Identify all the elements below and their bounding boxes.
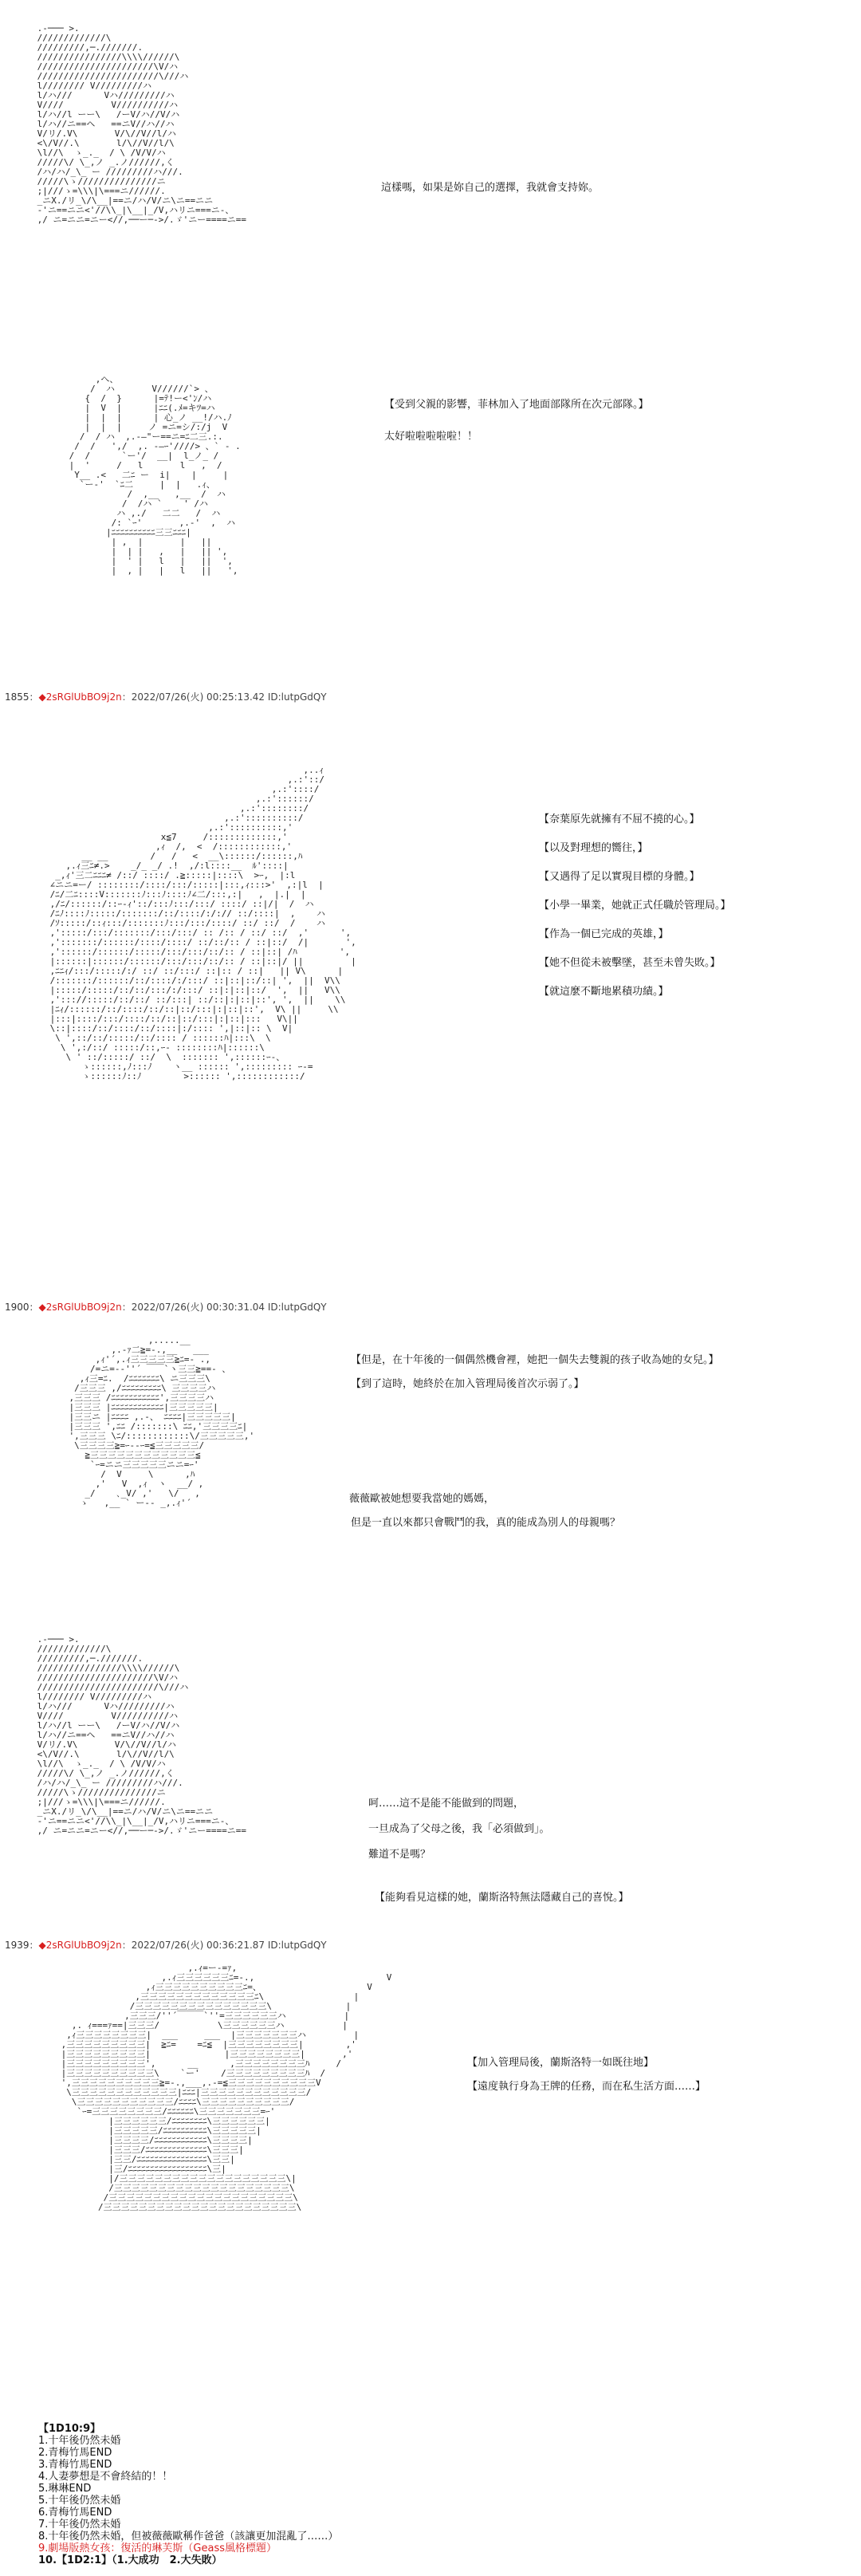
- dice-option: 5.十年後仍然未婚: [38, 2495, 121, 2507]
- dice-option: 1.十年後仍然未婚: [38, 2435, 121, 2447]
- dice-option: 7.十年後仍然未婚: [38, 2519, 121, 2531]
- panel-1: [0, 24, 861, 343]
- dialog-line: 這樣嗎，如果是妳自己的選擇，我就會支持妳。: [381, 182, 600, 194]
- post-number: 1939：: [5, 1940, 39, 1951]
- dialog-line: 但是一直以來都只會戰鬥的我，真的能成為別人的母親嗎？: [351, 1517, 621, 1529]
- ascii-art-lancelot: .-─── >. /////////////\ /////////,─.///////. ////////////////\\\\//////\ //////////////////////\V/ハ ///////////////////////\///ハ l//////// V/////////ハ l/ハ/// Vハ/////////ハ V//// V//////////ハ l/ハ//l ーー\ /ーV/ハ//V/ハ l/ハ//ニ==ヘ ==ニV//ハ//ハ V/リ/.V\ V/\//V//l/ハ <\/V//.\ l/\//V//l/\ \l//\ ゝ_._ / \ /V/V/ハ /////\/ \_,ノ _.ノ//////,く /ハ/ハ/_\_ ー /////////ハ///. /////\ゝ///////////////ニ ;|///ゝ=\\\|\===ニ//////. _ニX./リ_\/\__|==ニ/ハ/V/ニ\ニ==ニニ -'ニ==ニニ<'//\\_|\__|_/V,ハリニ===ニ-、 ,/ ニ=ニニ=ニー<//,──ー─->/.ゞ'ニー====ニ==: [37, 23, 246, 225]
- post-meta: ：2022/07/26(火) 00:30:31.04 ID:lutpGdQY: [121, 1302, 327, 1313]
- dialog-line: 【以及對理想的嚮往，】: [539, 842, 648, 854]
- dialog-line: 【能夠看見這樣的她，蘭斯洛特無法隱藏自己的喜悅。】: [375, 1892, 629, 1904]
- panel-3: [0, 766, 861, 1228]
- dialog-line: 【受到父親的影響，菲林加入了地面部隊所在次元部隊。】: [384, 399, 649, 411]
- dialog-line: [384, 413, 649, 429]
- dice-option: 5.琳琳END: [38, 2483, 92, 2495]
- dialog-line: 【小學一畢業，她就正式任職於管理局。】: [539, 900, 731, 912]
- ascii-art-lancelot-2: .-─── >. /////////////\ /////////,─.///////. ////////////////\\\\//////\ //////////////////////\V/ハ ///////////////////////\///ハ l//////// V/////////ハ l/ハ/// Vハ/////////ハ V//// V//////////ハ l/ハ//l ーー\ /ーV/ハ//V/ハ l/ハ//ニ==ヘ ==ニV//ハ//ハ V/リ/.V\ V/\//V//l/ハ <\/V//.\ l/\//V//l/\ \l//\ ゝ_._ / \ /V/V/ハ /////\/ \_,ノ _.ノ//////,く /ハ/ハ/_\_ ー /////////ハ///. /////\ゝ///////////////ニ ;|///ゝ=\\\|\===ニ//////. _ニX./リ_\/\__|==ニ/ハ/V/ニ\ニ==ニニ -'ニ==ニニ<'//\\_|\__|_/V,ハリニ===ニ-、 ,/ ニ=ニニ=ニー<//,──ー─->/.ゞ'ニー====ニ==: [37, 1634, 246, 1836]
- panel-5: [0, 1635, 861, 1938]
- dice-final-roll: 10.【1D2:1】（1.大成功 2.大失敗）: [38, 2554, 222, 2566]
- ascii-art-nanoha-attack: ,..ｨ ,.:'::/ ,.:'::::/ ,.:'::::::/ ,.:'::::::::/ ,.:'::::::::::/ ,.:'::::::::::,' x≦7 /:::::::::::::,' ,ｨ /, < /::::::::::::,' __ __ / / < __\::::::/::::::,ﾊ ,.ｨ三ﾆ≠.> _/_ _/ .! ,/:l::::__ ﾙ'::::| _,ｨ'三二ﾆﾆﾆ≠ /::/ ::::/ .≧:::::|::::\ >ｰ, |:l ∠ニニ=ー/ ::::::::/::::/:::/:::::|:::,ｨ:::>' ,:|l | /ﾆ/二ﾆ::::V:::::::ﾉ:::ﾉ::::ﾉ∠二/:::,:| , |.| | ,/ﾆ/::::::/::ｰ-ｨ'::/:::ﾉ:::/:::/ ::::/ ::|/| / ハ /ﾆﾉ::::ﾉ:::::/:::::::/::/::::/:/:// ::/::::| , ハ /ｿ:::::/::ｨ:::/:::::::ﾉ:::/:::/::::/ ::/ ::/ / ハ ,':::::/:::/:::::::/:::/:::/ :: /:: / ::/ ::/ ,' ', ,':::::::/::::::/::::/::::/ ::/::/:: / ::|::/ /| ', ,'::::::/::::::/:::::/:::/:::/::/:: / ::|::| /ﾊ ', |::::::|::::::/::::::/:::/:::/::/:: / ::|::|/ || | ,ﾆﾆｨ/:::/:::::/:/ ::/ ::/:::/ ::|:: / ::| || V\ | /:::::::/::::::/::/::::/:/:::/ ::|::|::/::| ', || V\\ |:::::/:::::/::/::/:::/:/:::/ ::|:|::|::/ ', || V\\ ,'::://:::::/::/::/ ::/:::| ::/::|:|::|::', ', || \\ |ﾆｨ/::::::/::/::::/::/::|::/:::|:|::|::', V\ || \\ |:::|::::/:::/::::/::/::|::/:::|:|::|::: V\|| \::|::::/::/::::/::/::::|:/:::: ',|::|:: \ V| \ ',::/::/:::::/::/:::: / ::::::ﾊ|:::\ \ \ ',:/::/ :::::/::,ｰ- ::::::::ﾊ|::::::\ \ ' ::/:::::/ ::/ \ ::::::: ',::::::ｰ-、 ゝ::::::,ﾉ:::ﾉ ヽ__ :::::: ',::::::::: ｰ-= ゝ::::::ﾉ::ﾉ >:::::: ',::::::::::::/: [49, 765, 356, 1081]
- dialog-line: 薇薇歐被她想要我當她的媽媽，: [349, 1493, 495, 1505]
- dialog-line: 【就這麼不斷地累積功績。】: [539, 986, 669, 998]
- panel-2: [0, 375, 861, 662]
- dialog-line: 【又遇得了足以實現目標的身體。】: [539, 871, 700, 883]
- post-meta: ：2022/07/26(火) 00:36:21.87 ID:lutpGdQY: [121, 1940, 327, 1951]
- dialog-line: 【到了這時，她終於在加入管理局後首次示弱了。】: [351, 1378, 584, 1390]
- dialog-panel-4: [351, 1349, 719, 1396]
- ascii-art-lancelot-portrait: ,.ｨ=ー-=ｧ, ,.ｨ三三三三三三ﾆ=-., V ,ｨ三三三三三三三三三三ﾆ=、 V ,三三三三三三三三三三三三三ﾆ\ | /三三三三三三三三三三三三三三三\ | ,三三三/''´￣￣￣`''=三三三三三三ハ | ,. ｨ===ｧ==|三三三/ \三三三三三三ハ | ,ｨ三三三三三三三三| ___ ___ |三三三三三三三ハ | ,三三三三三三三三三| ≧ﾆ= =ﾆ≦ |三三三三三三三三| ,' |三三三三三三三三三| |三三三三三三三三| ,' |三三三三三三三三三', __ ,三三三三三三三三ﾊ / |三三三三三三三三三三\ `ー' /三三三三三三三三三ﾊ / ',三三三三三三三三三三≧=-.,___,.-=≦三三三三三三三三三三V \三三三三三三三三三三三三|ﾆﾆﾆ|三三三三三三三三三三三三/ \三三三三三三三三三三三/ﾆﾆﾆﾆ\三三三三三三三三三三/ `ｰ=三三三三三三三三/ﾆﾆﾆﾆﾆﾆ\三三三三三三三=ｰ' |三三三三三三/ﾆﾆﾆﾆﾆﾆﾆﾆ\三三三三三三| |三三三三三/ﾆﾆﾆﾆﾆﾆﾆﾆﾆﾆ\三三三三三| |三三三三/ﾆﾆﾆﾆﾆﾆﾆﾆﾆﾆﾆﾆ\三三三三| |三三三/ﾆﾆﾆﾆﾆﾆﾆﾆﾆﾆﾆﾆﾆﾆ\三三三| |三三/ﾆﾆﾆﾆﾆﾆﾆﾆﾆﾆﾆﾆﾆﾆﾆﾆ\三三| |三/ﾆﾆﾆﾆﾆﾆﾆﾆﾆﾆﾆﾆﾆﾆﾆﾆﾆﾆ\三| |/三三三三三三三三三三三三三三三三三三三\| /三三三三三三三三三三三三三三三三三三三三\ /三三三三三三三三三三三三三三三三三三三三三\ /三三三三三三三三三三三三三三三三三三三三三三\: [61, 1963, 392, 2212]
- dialog-panel-2: [384, 397, 649, 445]
- dialog-panel-1: [381, 180, 599, 196]
- dialog-line: 呵……這不是能不能做到的問題，: [368, 1798, 525, 1810]
- dialog-line: 【加入管理局後，蘭斯洛特一如既往地】: [467, 2057, 655, 2069]
- dialog-line: 【她不但從未被擊墜，甚至未曾失敗。】: [539, 957, 721, 969]
- dice-result-list: [38, 2423, 338, 2566]
- dialog-line: 太好啦啦啦啦啦！！: [384, 431, 478, 443]
- ascii-art-character: ,へ、 / ハ V//////`> 、 { / } |=ﾃ!ー<'ﾝ/ハ | V | |ﾆﾆ(.ﾒ=キﾂ=ハ | | | | 心_ノ __!/ハ.ﾉ | | | ノ =ニ=シ/:/j V / / ハ ,.-―"ー==ニ=ﾆ二三.:. / / ',/ ,. -―ｰ'////> 、` - . / / `ー'/ __| l_ノ_ / | ' / l l , / Y__ .< 二ﾆ ー i| | | `ー-' `ﾆ二 | | .ｨ、 / ,__ ,__ / ハ / /ハ ` ' /ハ ハ ,./ 二二 / ハ /: `ｰ' ,.-' , ハ |ﾆﾆﾆﾆﾆﾆﾆﾆﾆﾆ三三ﾆﾆﾆ| | , | | || | | | , | || ', | ' | l | || ', | , | | l || ',: [69, 374, 241, 576]
- dialog-panel-3: [539, 805, 731, 1006]
- post-header-1939: [5, 1939, 327, 1952]
- dialog-panel-5-narration: [375, 1890, 629, 1906]
- dice-option: 6.青梅竹馬END: [38, 2507, 112, 2519]
- dialog-line: 一旦成為了父母之後，我「必須做到」。: [368, 1823, 550, 1835]
- post-number: 1855：: [5, 691, 39, 703]
- panel-4: [0, 1328, 861, 1623]
- dialog-line: 難道不是嗎？: [368, 1849, 431, 1861]
- dialog-panel-5: [368, 1791, 550, 1868]
- dice-option: 3.青梅竹馬END: [38, 2459, 112, 2471]
- post-header-1855: [5, 691, 327, 703]
- post-tripcode[interactable]: ◆2sRGlUbBO9j2n: [38, 1940, 122, 1951]
- dialog-line: 【作為一個已完成的英雄，】: [539, 928, 669, 940]
- dialog-line: 【但是，在十年後的一個偶然機會裡，她把一個失去雙親的孩子收為她的女兒。】: [351, 1354, 719, 1366]
- dice-option: 8.十年後仍然未婚，但被薇薇歐稱作爸爸（該讓更加混亂了……）: [38, 2531, 339, 2543]
- dialog-panel-6: [467, 2051, 706, 2099]
- dice-roll-title: 【1D10:9】: [38, 2423, 101, 2435]
- post-meta: ：2022/07/26(火) 00:25:13.42 ID:lutpGdQY: [121, 691, 327, 703]
- post-tripcode[interactable]: ◆2sRGlUbBO9j2n: [38, 1302, 122, 1313]
- dialog-panel-4-monologue: [349, 1487, 620, 1535]
- panel-6: [0, 1964, 861, 2227]
- dice-option: 2.青梅竹馬END: [38, 2447, 112, 2459]
- ascii-art-vivio: ,.....__ ,.-ｧ二≧=-.,__ ___ ,ｨ'´,.ｨ三三三三三≧ﾆ=- ., /=ニ=-‐''´ ￣￣`ヽ三三≧==‐ 、 ,ｨ三=ﾆ. /ﾆﾆﾆﾆﾆﾆﾆ\ ニ三三三\ /三三三 ,/ﾆﾆﾆﾆﾆﾆﾆﾆﾆ\ 三三三三ハ ,三三三 /ﾆﾆﾆﾆﾆﾆﾆﾆﾆﾆﾆ',三三三三ハ |三三三 |ﾆﾆﾆﾆﾆﾆﾆﾆﾆﾆﾆﾆ|三三三三三| |三三ニ |ﾆﾆﾆﾆ ,.-、 ﾆﾆﾆﾆ|三三三三三| |三三三 ',ﾆﾆ /:::::::\ ﾆﾆ,'三三三三ﾆ| ',三三三 \ﾆ/::::::::::::\/三三三三三,' \三三三三≧=ｰ--ｰ=≦三三三三三/ ≧三三三三三三三三三三三三≦ `ｰ=ニニ三三三三三ニニ=ｰ' / V \ ,ﾊ ,' V ,ｨ ヽ __/ , _/ ､_V/ ,' \/ , ゝ ,__ ` ー-- _,.ｨ'´: [69, 1335, 255, 1508]
- dice-option-selected: 9.劇場版熱女孩：復活的琳芙斯（Geass風格標題）: [38, 2543, 277, 2554]
- post-number: 1900：: [5, 1302, 39, 1313]
- dialog-line: 【奈葉原先就擁有不屈不撓的心。】: [539, 813, 700, 825]
- dice-option: 4.人妻夢想是不會終結的！！: [38, 2471, 173, 2483]
- post-header-1900: [5, 1301, 327, 1314]
- post-tripcode[interactable]: ◆2sRGlUbBO9j2n: [38, 691, 122, 703]
- dialog-line: 【遠度執行身為王牌的任務，而在私生活方面……】: [467, 2081, 706, 2093]
